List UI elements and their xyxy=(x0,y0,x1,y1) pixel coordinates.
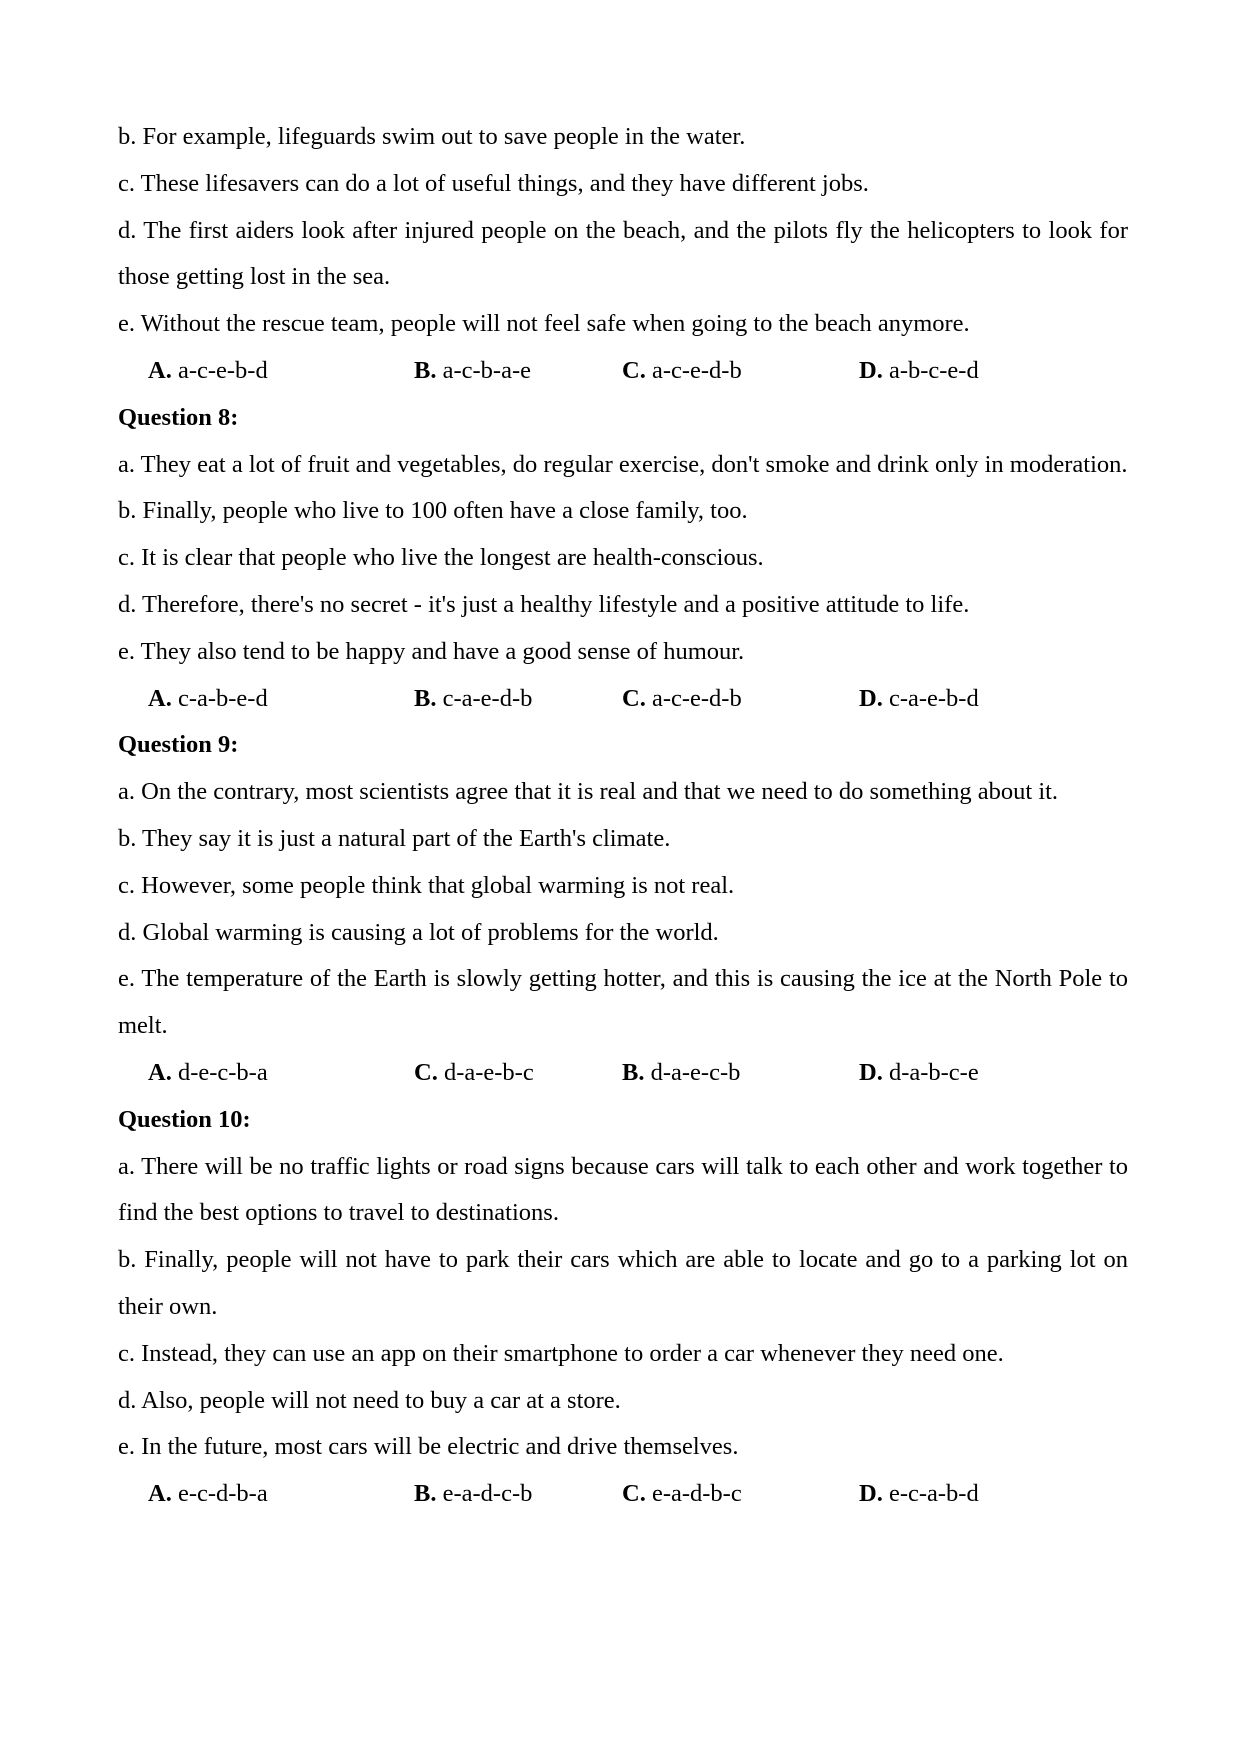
q10-item-c: c. Instead, they can use an app on their smartphone to order a car whenever they need one. xyxy=(118,1339,1004,1367)
q10-title: Question 10: xyxy=(118,1105,251,1133)
q7-item-b: b. For example, lifeguards swim out to save people in the water. xyxy=(118,123,746,150)
q7-option-b: B. a-c-b-a-e xyxy=(414,356,531,384)
q10-option-b: B. e-a-d-c-b xyxy=(414,1480,533,1508)
q7-option-a: A. a-c-e-b-d xyxy=(148,356,268,384)
q8-item-c: c. It is clear that people who live the longest are health-conscious. xyxy=(118,544,764,572)
q8-option-a: A. c-a-b-e-d xyxy=(148,684,268,712)
q8-item-a: a. They eat a lot of fruit and vegetables, do regular exercise, don't smoke and drink only in moderation. xyxy=(118,450,1128,478)
q8-item-b: b. Finally, people who live to 100 often have a close family, too. xyxy=(118,497,748,525)
q10-options xyxy=(118,1471,1128,1518)
q9-item-d: d. Global warming is causing a lot of problems for the world. xyxy=(118,918,719,946)
q8-options xyxy=(118,676,1128,723)
q9-option-1: A. d-e-c-b-a xyxy=(148,1058,268,1086)
q10-item-b: b. Finally, people will not have to park their cars which are able to locate and go to a parking lot on their own. xyxy=(118,1246,1128,1320)
q8-option-c: C. a-c-e-d-b xyxy=(622,684,742,712)
q7-options xyxy=(118,348,1128,395)
q9-item-a: a. On the contrary, most scientists agree that it is real and that we need to do something about it. xyxy=(118,778,1059,806)
q7-option-d: D. a-b-c-e-d xyxy=(859,356,979,384)
q8-option-b: B. c-a-e-d-b xyxy=(414,684,533,712)
q9-option-4: D. d-a-b-c-e xyxy=(859,1058,979,1086)
q8-item-d: d. Therefore, there's no secret - it's just a healthy lifestyle and a positive attitude to life. xyxy=(118,590,970,618)
q7-item-d: d. The first aiders look after injured people on the beach, and the pilots fly the helicopters to look for those getting lost in the sea. xyxy=(118,216,1128,291)
q7-item-e: e. Without the rescue team, people will not feel safe when going to the beach anymore. xyxy=(118,310,970,338)
q9-options xyxy=(118,1050,1128,1097)
q9-item-c: c. However, some people think that global warming is not real. xyxy=(118,871,735,899)
q9-item-b: b. They say it is just a natural part of the Earth's climate. xyxy=(118,824,671,852)
q8-item-e: e. They also tend to be happy and have a good sense of humour. xyxy=(118,637,745,665)
q10-item-d: d. Also, people will not need to buy a car at a store. xyxy=(118,1386,621,1414)
q8-title: Question 8: xyxy=(118,403,239,431)
q10-item-a: a. There will be no traffic lights or road signs because cars will talk to each other and work together to find the best options to travel to destinations. xyxy=(118,1152,1128,1227)
q8-option-d: D. c-a-e-b-d xyxy=(859,684,979,712)
q9-option-2: C. d-a-e-b-c xyxy=(414,1058,534,1086)
q10-option-d: D. e-c-a-b-d xyxy=(859,1480,979,1508)
q9-item-e: e. The temperature of the Earth is slowly getting hotter, and this is causing the ice at the North Pole to melt. xyxy=(118,965,1128,1040)
q9-option-3: B. d-a-e-c-b xyxy=(622,1058,741,1086)
q10-option-c: C. e-a-d-b-c xyxy=(622,1480,742,1508)
q9-title: Question 9: xyxy=(118,731,239,759)
q10-option-a: A. e-c-d-b-a xyxy=(148,1480,268,1508)
q10-item-e: e. In the future, most cars will be electric and drive themselves. xyxy=(118,1433,739,1461)
document-page xyxy=(118,114,1128,1518)
q7-option-c: C. a-c-e-d-b xyxy=(622,356,742,384)
q7-item-c: c. These lifesavers can do a lot of useful things, and they have different jobs. xyxy=(118,169,869,197)
